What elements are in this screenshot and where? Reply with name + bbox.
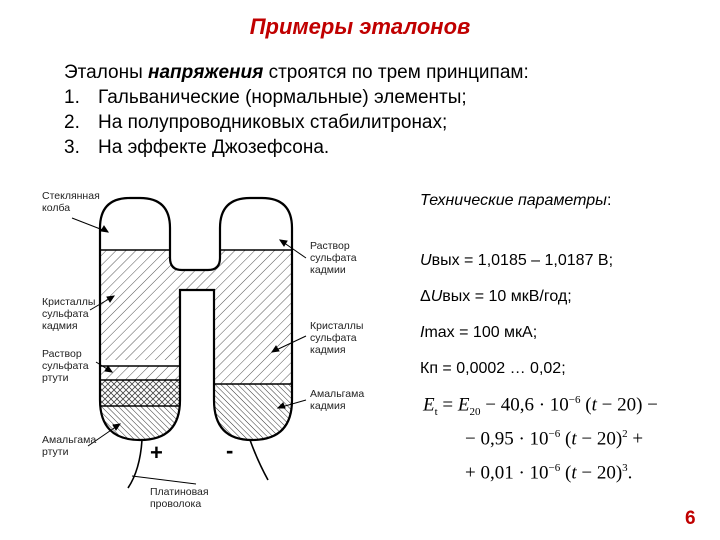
label-mercury-sulfate	[42, 348, 89, 384]
param-kp: Кп = 0,0002 … 0,02;	[420, 360, 566, 377]
label-mercury-amalgam	[42, 434, 96, 458]
formula-var: E	[457, 394, 470, 416]
formula-exp: −6	[548, 462, 561, 474]
formula-exp: −6	[548, 428, 561, 440]
label-cd-amalgam	[310, 388, 364, 412]
intro-prefix: Эталоны	[64, 62, 149, 83]
label-text: Амальгама ртути	[42, 434, 97, 458]
formula-term: +	[627, 428, 644, 450]
param-symbol: U	[420, 252, 432, 269]
formula-exp: 3	[622, 462, 628, 474]
formula-var: t	[571, 462, 577, 484]
platinum-wire-left	[128, 440, 142, 488]
formula-sub: t	[434, 406, 438, 419]
formula-term: − 20)	[576, 428, 623, 450]
label-crystals-left	[42, 296, 95, 332]
param-symbol: U	[430, 288, 443, 305]
formula-exp: 2	[622, 428, 628, 440]
param-value: вых = 1,0185 – 1,0187 В;	[431, 252, 614, 269]
principle-number: 1.	[64, 87, 80, 108]
label-glass-bulb	[42, 190, 100, 214]
formula-var: t	[571, 428, 577, 450]
principle-number: 2.	[64, 112, 80, 133]
formula-line-3	[465, 462, 632, 484]
principle-text: Гальванические (нормальные) элементы;	[98, 87, 467, 108]
param-value: вых = 10 мкВ/год;	[442, 288, 572, 305]
formula-term: − 20)	[576, 462, 623, 484]
slide-number: 6	[685, 508, 696, 529]
formula-sub: 20	[469, 406, 481, 419]
label-cd-sulfate-solution	[310, 240, 357, 276]
label-text: Раствор сульфата ртути	[42, 348, 89, 384]
formula-term: − 40,6 · 10	[480, 394, 569, 416]
label-crystals-right	[310, 320, 363, 356]
principle-text: На полупроводниковых стабилитронах;	[98, 112, 448, 133]
label-text: Кристаллы сульфата кадмия	[42, 296, 96, 332]
formula-term: (	[580, 394, 592, 416]
principle-number: 3.	[64, 137, 80, 158]
param-symbol: I	[420, 324, 425, 341]
param-value: max = 100 мкА;	[424, 324, 538, 341]
formula-exp: −6	[568, 394, 581, 406]
formula-term: − 0,95 · 10	[465, 428, 549, 450]
formula-eq: =	[437, 394, 458, 416]
formula-var: E	[423, 394, 435, 416]
formula-term: (	[560, 462, 572, 484]
principle-text: На эффекте Джозефсона.	[98, 137, 330, 158]
plus-terminal: +	[150, 440, 163, 465]
params-heading-text: Технические параметры	[420, 192, 607, 209]
param-imax	[420, 324, 537, 342]
intro-suffix: строятся по трем принципам:	[263, 62, 529, 83]
formula-term: − 20) −	[596, 394, 658, 416]
param-duout	[420, 288, 572, 306]
params-heading	[420, 192, 611, 210]
formula-var: t	[591, 394, 597, 416]
param-prefix: Δ	[420, 288, 431, 305]
minus-terminal: -	[226, 438, 234, 463]
formula-term: .	[627, 462, 633, 484]
slide-title: Примеры эталонов	[249, 14, 471, 39]
label-platinum-wire	[150, 486, 209, 510]
label-text: Платиновая проволока	[150, 486, 209, 510]
label-text: Стеклянная колба	[42, 190, 100, 214]
label-text: Амальгама кадмия	[310, 388, 365, 412]
intro-emphasis: напряжения	[148, 62, 264, 83]
platinum-wire-right	[250, 440, 268, 480]
formula-term: (	[560, 428, 572, 450]
param-uout	[420, 252, 613, 270]
formula-line-2	[465, 428, 643, 450]
formula-line-1	[423, 394, 658, 418]
label-text: Раствор сульфата кадмии	[310, 240, 357, 276]
formula-term: + 0,01 · 10	[465, 462, 549, 484]
params-heading-colon: :	[606, 192, 612, 209]
label-text: Кристаллы сульфата кадмия	[310, 320, 364, 356]
